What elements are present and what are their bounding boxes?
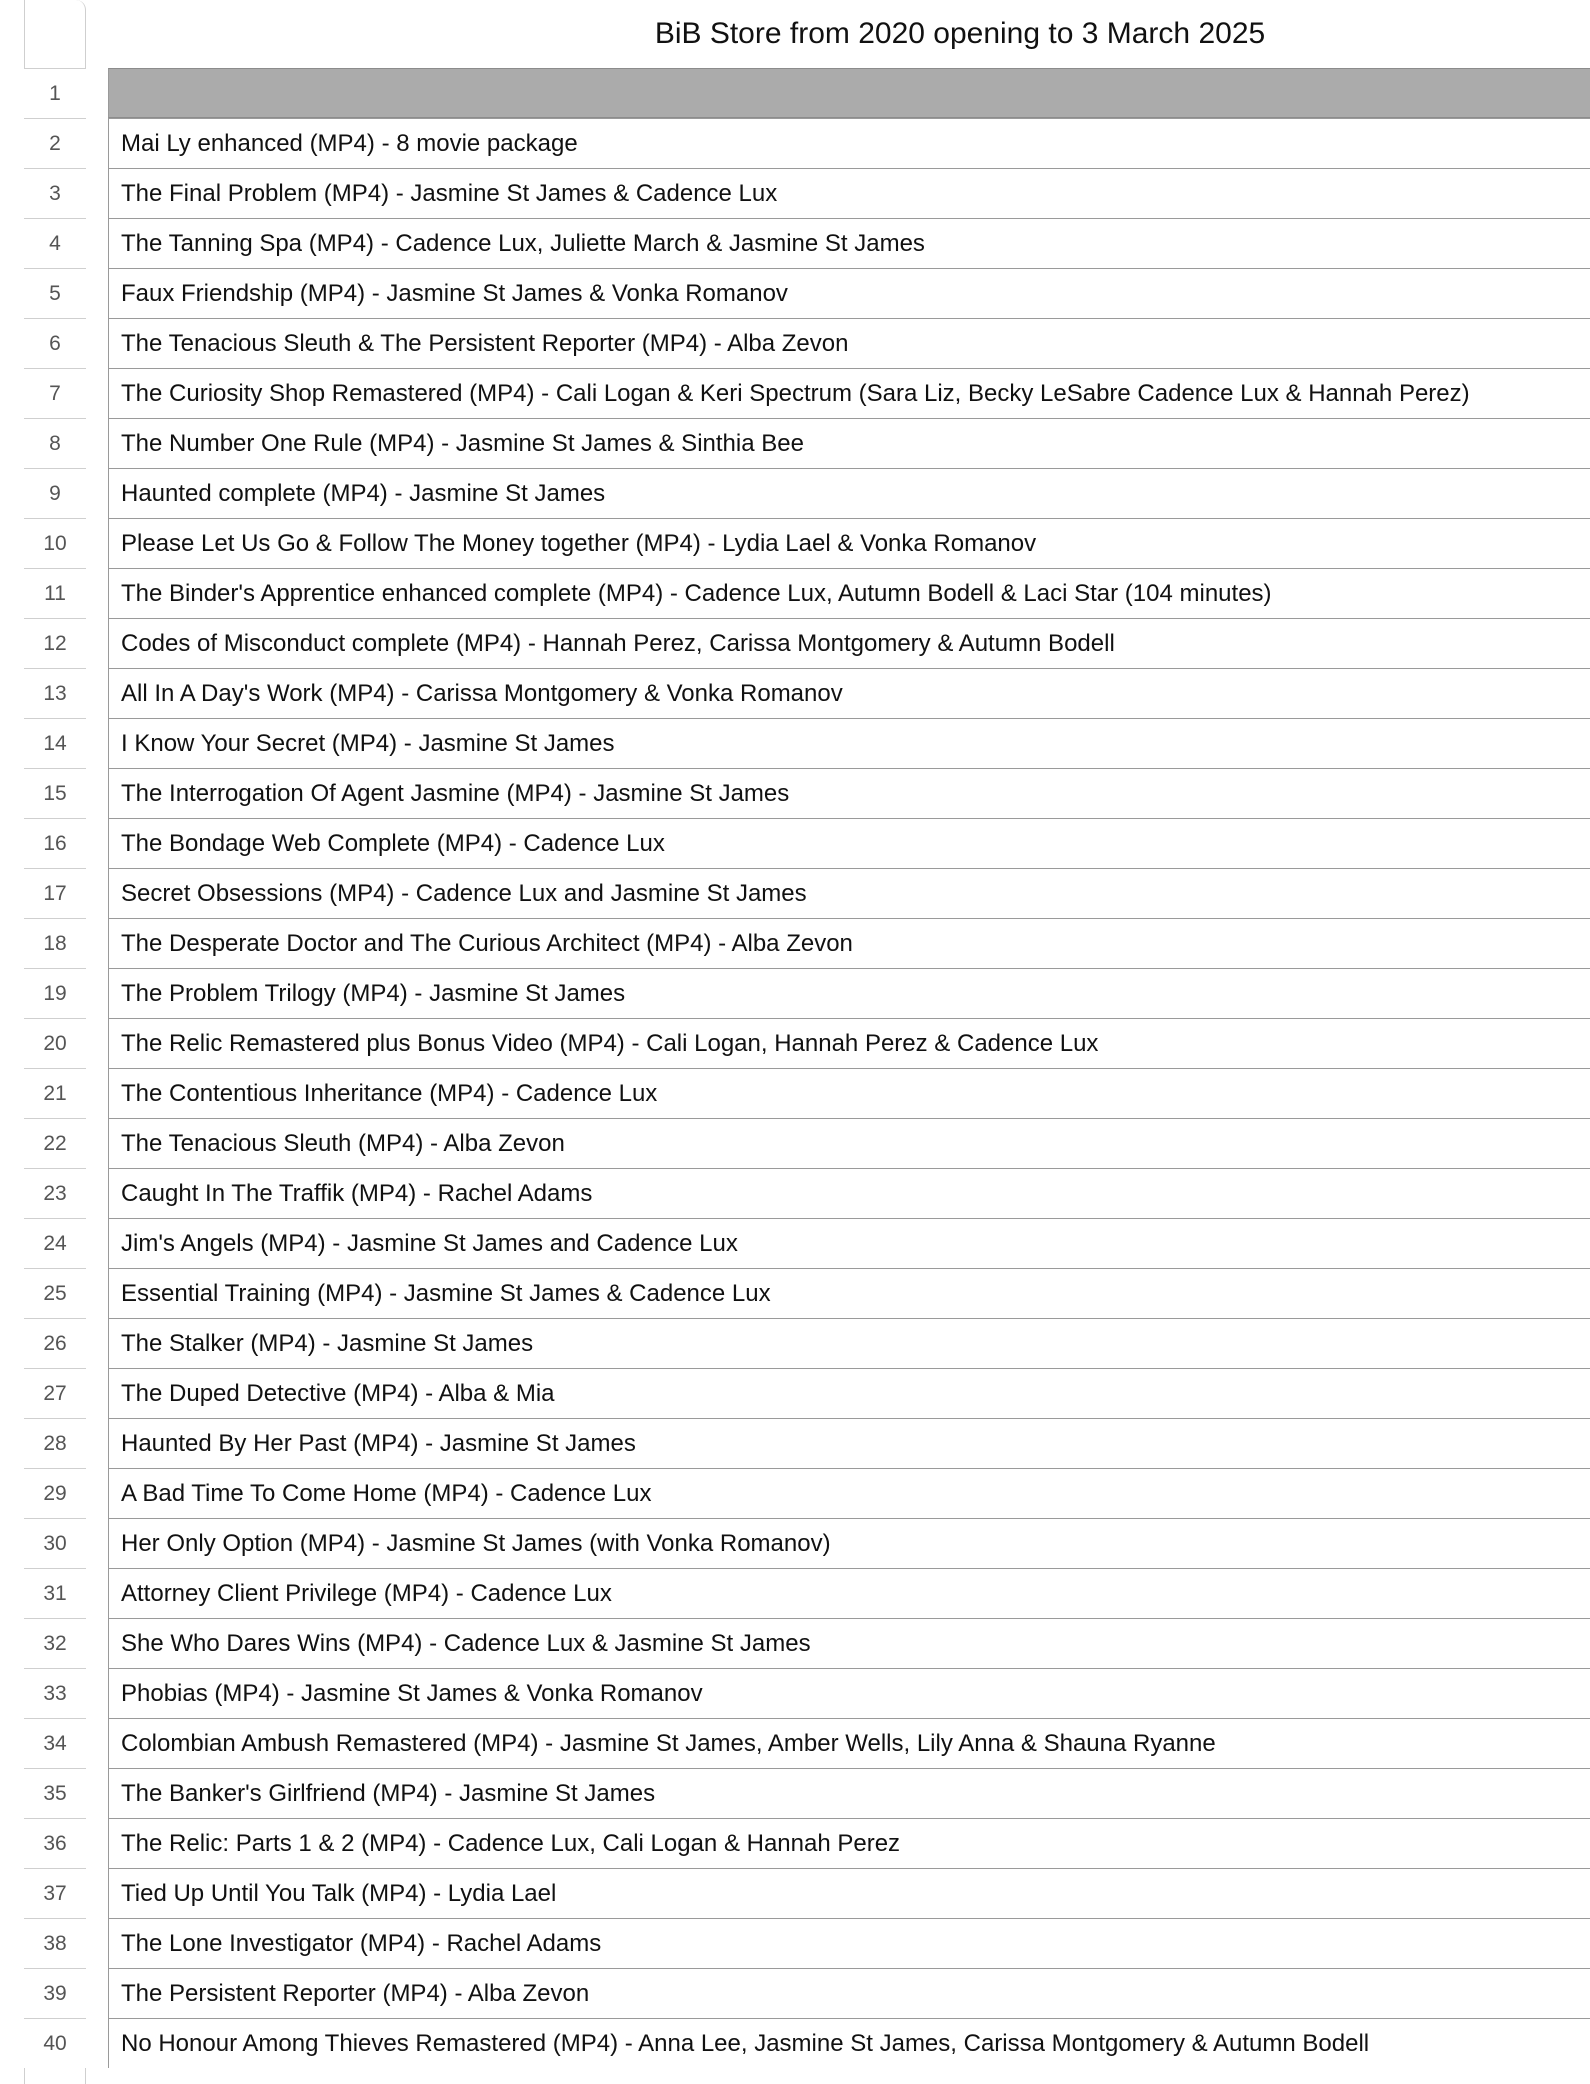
row-number[interactable]: 1 — [24, 68, 86, 118]
table-cell[interactable]: The Desperate Doctor and The Curious Architect (MP4) - Alba Zevon — [108, 918, 1590, 968]
table-cell[interactable]: The Duped Detective (MP4) - Alba & Mia — [108, 1368, 1590, 1418]
table-row — [0, 718, 1590, 768]
table-cell[interactable]: Mai Ly enhanced (MP4) - 8 movie package — [108, 118, 1590, 168]
table-row — [0, 1068, 1590, 1118]
row-number[interactable]: 29 — [24, 1468, 86, 1518]
table-row — [0, 418, 1590, 468]
row-number[interactable]: 40 — [24, 2018, 86, 2068]
table-row — [0, 218, 1590, 268]
table-cell[interactable]: The Curiosity Shop Remastered (MP4) - Cali Logan & Keri Spectrum (Sara Liz, Becky LeSabre Cadence Lux & Hannah Perez) — [108, 368, 1590, 418]
row-number[interactable]: 33 — [24, 1668, 86, 1718]
table-cell[interactable]: The Persistent Reporter (MP4) - Alba Zevon — [108, 1968, 1590, 2018]
row-number[interactable]: 20 — [24, 1018, 86, 1068]
header-cell[interactable] — [108, 68, 1590, 118]
table-row — [0, 1018, 1590, 1068]
table-header-row — [0, 68, 1590, 118]
table-cell[interactable]: The Bondage Web Complete (MP4) - Cadence Lux — [108, 818, 1590, 868]
table-cell[interactable]: The Interrogation Of Agent Jasmine (MP4) - Jasmine St James — [108, 768, 1590, 818]
table-row — [0, 1118, 1590, 1168]
table-cell[interactable]: The Number One Rule (MP4) - Jasmine St James & Sinthia Bee — [108, 418, 1590, 468]
table-cell[interactable]: She Who Dares Wins (MP4) - Cadence Lux & Jasmine St James — [108, 1618, 1590, 1668]
row-number[interactable]: 23 — [24, 1168, 86, 1218]
row-number[interactable]: 5 — [24, 268, 86, 318]
table-cell[interactable]: The Tenacious Sleuth (MP4) - Alba Zevon — [108, 1118, 1590, 1168]
table-row — [0, 568, 1590, 618]
table-row — [0, 1168, 1590, 1218]
table-row — [0, 468, 1590, 518]
table-row — [0, 1518, 1590, 1568]
table-row — [0, 318, 1590, 368]
table-cell[interactable]: No Honour Among Thieves Remastered (MP4) - Anna Lee, Jasmine St James, Carissa Montgomery & Autumn Bodell — [108, 2018, 1590, 2068]
row-number[interactable]: 16 — [24, 818, 86, 868]
row-number[interactable]: 28 — [24, 1418, 86, 1468]
table-cell[interactable]: The Final Problem (MP4) - Jasmine St James & Cadence Lux — [108, 168, 1590, 218]
table-cell[interactable]: The Relic Remastered plus Bonus Video (MP4) - Cali Logan, Hannah Perez & Cadence Lux — [108, 1018, 1590, 1068]
row-number[interactable]: 17 — [24, 868, 86, 918]
table-row — [0, 868, 1590, 918]
row-number[interactable]: 8 — [24, 418, 86, 468]
table-row — [0, 1718, 1590, 1768]
row-number[interactable]: 3 — [24, 168, 86, 218]
table-row — [0, 668, 1590, 718]
table-row — [0, 818, 1590, 868]
row-number[interactable]: 36 — [24, 1818, 86, 1868]
row-number[interactable]: 31 — [24, 1568, 86, 1618]
table-row — [0, 2018, 1590, 2068]
row-number[interactable]: 14 — [24, 718, 86, 768]
table-row — [0, 618, 1590, 668]
table-cell[interactable]: All In A Day's Work (MP4) - Carissa Montgomery & Vonka Romanov — [108, 668, 1590, 718]
sheet-title: BiB Store from 2020 opening to 3 March 2025 — [654, 17, 1266, 50]
table-row — [0, 1768, 1590, 1818]
row-number[interactable]: 21 — [24, 1068, 86, 1118]
table-row — [0, 268, 1590, 318]
table-row — [0, 768, 1590, 818]
row-number[interactable]: 4 — [24, 218, 86, 268]
row-number[interactable]: 15 — [24, 768, 86, 818]
table-cell[interactable]: Please Let Us Go & Follow The Money together (MP4) - Lydia Lael & Vonka Romanov — [108, 518, 1590, 568]
spreadsheet-table — [0, 68, 1590, 2068]
table-cell[interactable]: Essential Training (MP4) - Jasmine St James & Cadence Lux — [108, 1268, 1590, 1318]
table-row — [0, 1268, 1590, 1318]
table-cell[interactable]: The Problem Trilogy (MP4) - Jasmine St James — [108, 968, 1590, 1018]
table-cell[interactable]: Her Only Option (MP4) - Jasmine St James (with Vonka Romanov) — [108, 1518, 1590, 1568]
row-number[interactable]: 34 — [24, 1718, 86, 1768]
table-cell[interactable]: Tied Up Until You Talk (MP4) - Lydia Lael — [108, 1868, 1590, 1918]
table-cell[interactable]: Haunted complete (MP4) - Jasmine St James — [108, 468, 1590, 518]
row-number[interactable]: 38 — [24, 1918, 86, 1968]
table-cell[interactable]: Jim's Angels (MP4) - Jasmine St James and Cadence Lux — [108, 1218, 1590, 1268]
table-row — [0, 1868, 1590, 1918]
table-row — [0, 1468, 1590, 1518]
table-cell[interactable]: Faux Friendship (MP4) - Jasmine St James & Vonka Romanov — [108, 268, 1590, 318]
table-row — [0, 1218, 1590, 1268]
row-number[interactable]: 24 — [24, 1218, 86, 1268]
row-number[interactable]: 10 — [24, 518, 86, 568]
table-cell[interactable]: Codes of Misconduct complete (MP4) - Hannah Perez, Carissa Montgomery & Autumn Bodell — [108, 618, 1590, 668]
table-row — [0, 1968, 1590, 2018]
table-row — [0, 518, 1590, 568]
row-number[interactable]: 25 — [24, 1268, 86, 1318]
table-cell[interactable]: A Bad Time To Come Home (MP4) - Cadence Lux — [108, 1468, 1590, 1518]
table-row — [0, 1568, 1590, 1618]
table-row — [0, 1668, 1590, 1718]
table-row — [0, 1918, 1590, 1968]
table-cell[interactable]: Attorney Client Privilege (MP4) - Cadence Lux — [108, 1568, 1590, 1618]
table-cell[interactable]: Secret Obsessions (MP4) - Cadence Lux and Jasmine St James — [108, 868, 1590, 918]
row-number[interactable]: 22 — [24, 1118, 86, 1168]
table-row — [0, 968, 1590, 1018]
row-number[interactable]: 6 — [24, 318, 86, 368]
table-row — [0, 168, 1590, 218]
row-number[interactable]: 7 — [24, 368, 86, 418]
row-number[interactable]: 18 — [24, 918, 86, 968]
row-number[interactable]: 30 — [24, 1518, 86, 1568]
table-row — [0, 1818, 1590, 1868]
table-row — [0, 118, 1590, 168]
table-row — [0, 1418, 1590, 1468]
table-cell[interactable]: The Tenacious Sleuth & The Persistent Reporter (MP4) - Alba Zevon — [108, 318, 1590, 368]
table-cell[interactable]: Phobias (MP4) - Jasmine St James & Vonka Romanov — [108, 1668, 1590, 1718]
table-cell[interactable]: The Banker's Girlfriend (MP4) - Jasmine St James — [108, 1768, 1590, 1818]
row-number[interactable]: 32 — [24, 1618, 86, 1668]
table-row — [0, 1618, 1590, 1668]
table-cell[interactable]: The Relic: Parts 1 & 2 (MP4) - Cadence Lux, Cali Logan & Hannah Perez — [108, 1818, 1590, 1868]
row-number[interactable]: 13 — [24, 668, 86, 718]
row-number[interactable]: 35 — [24, 1768, 86, 1818]
row-number[interactable]: 27 — [24, 1368, 86, 1418]
table-cell[interactable]: The Tanning Spa (MP4) - Cadence Lux, Juliette March & Jasmine St James — [108, 218, 1590, 268]
table-row — [0, 918, 1590, 968]
table-cell[interactable]: I Know Your Secret (MP4) - Jasmine St James — [108, 718, 1590, 768]
row-number[interactable]: 12 — [24, 618, 86, 668]
table-cell[interactable]: Colombian Ambush Remastered (MP4) - Jasmine St James, Amber Wells, Lily Anna & Shauna Ryanne — [108, 1718, 1590, 1768]
row-number[interactable]: 11 — [24, 568, 86, 618]
table-row — [0, 1318, 1590, 1368]
row-number[interactable]: 19 — [24, 968, 86, 1018]
table-cell[interactable]: The Binder's Apprentice enhanced complete (MP4) - Cadence Lux, Autumn Bodell & Laci Star (104 minutes) — [108, 568, 1590, 618]
table-row — [0, 368, 1590, 418]
table-cell[interactable]: The Contentious Inheritance (MP4) - Cadence Lux — [108, 1068, 1590, 1118]
table-cell[interactable]: Caught In The Traffik (MP4) - Rachel Adams — [108, 1168, 1590, 1218]
table-cell[interactable]: The Stalker (MP4) - Jasmine St James — [108, 1318, 1590, 1368]
row-number[interactable]: 2 — [24, 118, 86, 168]
row-number[interactable]: 26 — [24, 1318, 86, 1368]
table-cell[interactable]: Haunted By Her Past (MP4) - Jasmine St James — [108, 1418, 1590, 1468]
row-number[interactable]: 9 — [24, 468, 86, 518]
row-number[interactable]: 39 — [24, 1968, 86, 2018]
table-row — [0, 1368, 1590, 1418]
table-cell[interactable]: The Lone Investigator (MP4) - Rachel Adams — [108, 1918, 1590, 1968]
row-number[interactable]: 37 — [24, 1868, 86, 1918]
